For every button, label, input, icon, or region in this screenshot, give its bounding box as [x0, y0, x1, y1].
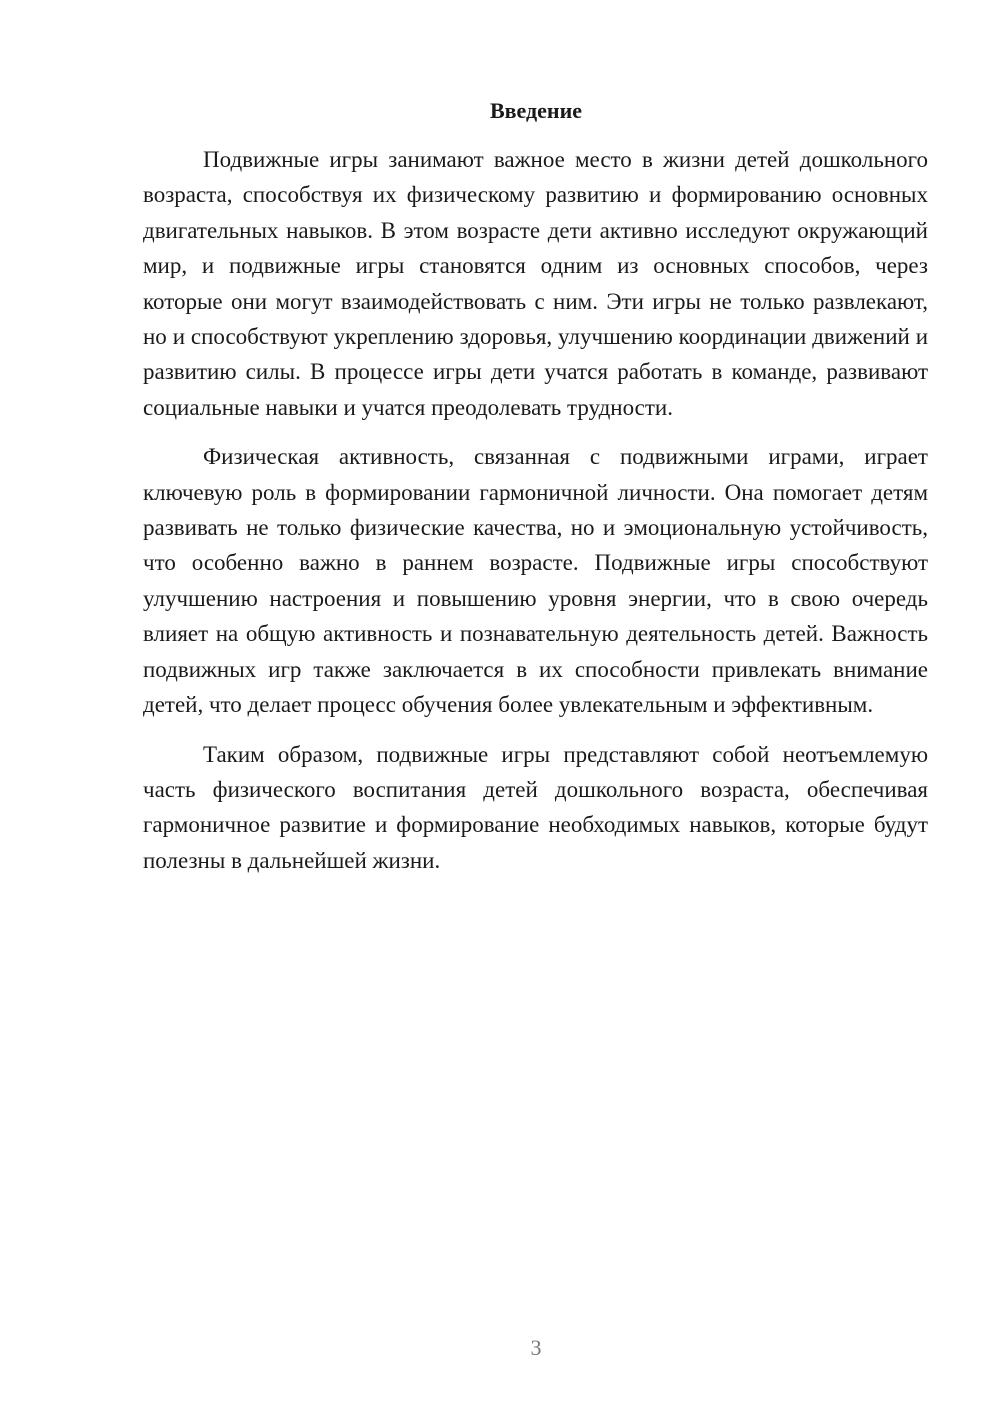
paragraph-1: Подвижные игры занимают важное место в жизни детей дошкольного возраста, способствуя их физическому развитию и формированию основных двигательных навыков. В этом возрасте дети активно исследуют окружающий мир, и подвижные игры становятся одним из основных способов, через которые они могут взаимодействовать с ним. Эти игры не только развлекают, но и способствуют укреплению здоровья, улучшению координации движений и развитию силы. В процессе игры дети учатся работать в команде, развивают социальные навыки и учатся преодолевать трудности.: [143, 147, 928, 420]
section-heading: Введение: [489, 98, 583, 123]
body-text: [143, 142, 928, 892]
paragraph-3: Таким образом, подвижные игры представляют собой неотъемлемую часть физического воспитания детей дошкольного возраста, обеспечивая гармоничное развитие и формирование необходимых навыков, которые будут полезны в дальнейшей жизни.: [143, 741, 928, 873]
page-number: 3: [530, 1335, 542, 1360]
paragraph-2: Физическая активность, связанная с подвижными играми, играет ключевую роль в формировании гармоничной личности. Она помогает детям развивать не только физические качества, но и эмоциональную устойчивость, что особенно важно в раннем возрасте. Подвижные игры способствуют улучшению настроения и повышению уровня энергии, что в свою очередь влияет на общую активность и познавательную деятельность детей. Важность подвижных игр также заключается в их способности привлекать внимание детей, что делает процесс обучения более увлекательным и эффективным.: [143, 444, 928, 718]
